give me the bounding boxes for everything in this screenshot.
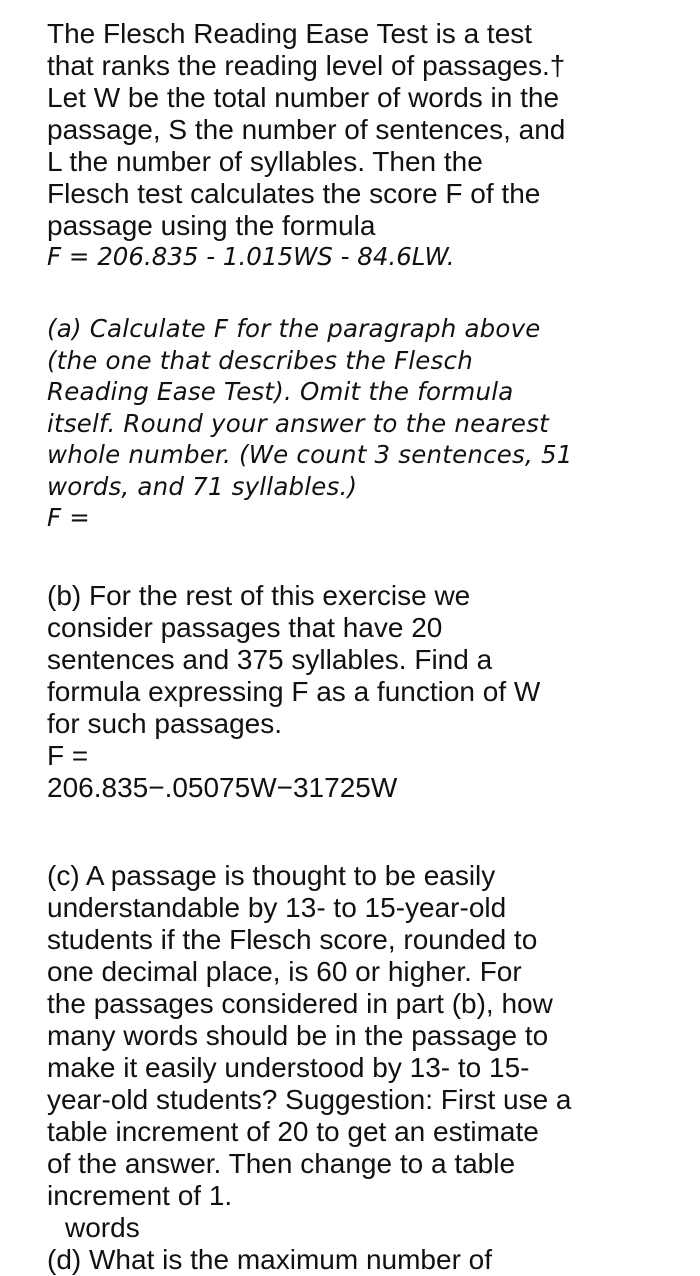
intro-line: Flesch test calculates the score F of the	[47, 178, 541, 209]
intro-line: passage, S the number of sentences, and	[47, 114, 566, 145]
part-a-line: itself. Round your answer to the nearest	[47, 408, 549, 438]
intro-line: that ranks the reading level of passages.†	[47, 50, 566, 81]
part-a	[47, 313, 667, 534]
part-c-line: table increment of 20 to get an estimate	[47, 1115, 539, 1147]
part-d-partial-line: (d) What is the maximum number of	[47, 1243, 493, 1275]
part-a-line: whole number. (We count 3 sentences, 51	[47, 440, 573, 469]
part-b-line: consider passages that have 20	[47, 611, 443, 643]
part-c-line: the passages considered in part (b), how	[47, 987, 553, 1019]
part-b-line: sentences and 375 syllables. Find a	[47, 643, 493, 675]
part-c-line: one decimal place, is 60 or higher. For	[47, 955, 522, 987]
intro-paragraph	[47, 18, 667, 272]
part-c	[47, 860, 667, 1244]
flesch-formula: F = 206.835 - 1.015WS - 84.6LW.	[47, 242, 455, 271]
part-c-line: many words should be in the passage to	[47, 1019, 549, 1051]
part-c-line: year-old students? Suggestion: First use a	[47, 1083, 572, 1115]
part-b	[47, 580, 667, 804]
intro-line: L the number of syllables. Then the	[47, 146, 483, 177]
part-c-line: understandable by 13- to 15-year-old	[47, 891, 507, 923]
part-c-line: make it easily understood by 13- to 15-	[47, 1051, 530, 1083]
part-a-line: (a) Calculate F for the paragraph above	[47, 314, 541, 343]
intro-line: passage using the formula	[47, 210, 376, 241]
part-c-line: (c) A passage is thought to be easily	[47, 859, 496, 891]
part-a-line: Reading Ease Test). Omit the formula	[47, 377, 514, 406]
part-c-line: of the answer. Then change to a table	[47, 1147, 516, 1179]
part-c-line: increment of 1.	[47, 1179, 233, 1211]
part-a-line: (the one that describes the Flesch	[47, 345, 473, 375]
part-b-answer: 206.835−.05075W−31725W	[47, 771, 398, 803]
part-b-line: for such passages.	[47, 707, 283, 739]
intro-line: The Flesch Reading Ease Test is a test	[47, 18, 533, 49]
part-b-line: formula expressing F as a function of W	[47, 675, 541, 707]
part-c-answer-unit: words	[65, 1211, 140, 1243]
part-b-line: (b) For the rest of this exercise we	[47, 579, 471, 611]
document-page	[47, 18, 667, 1275]
part-d	[47, 1243, 667, 1275]
part-c-line: students if the Flesch score, rounded to	[47, 923, 538, 955]
part-b-answer-label: F =	[47, 739, 89, 771]
intro-line: Let W be the total number of words in the	[47, 82, 560, 113]
part-a-line: words, and 71 syllables.)	[47, 471, 358, 501]
part-a-answer-label: F =	[47, 503, 91, 532]
